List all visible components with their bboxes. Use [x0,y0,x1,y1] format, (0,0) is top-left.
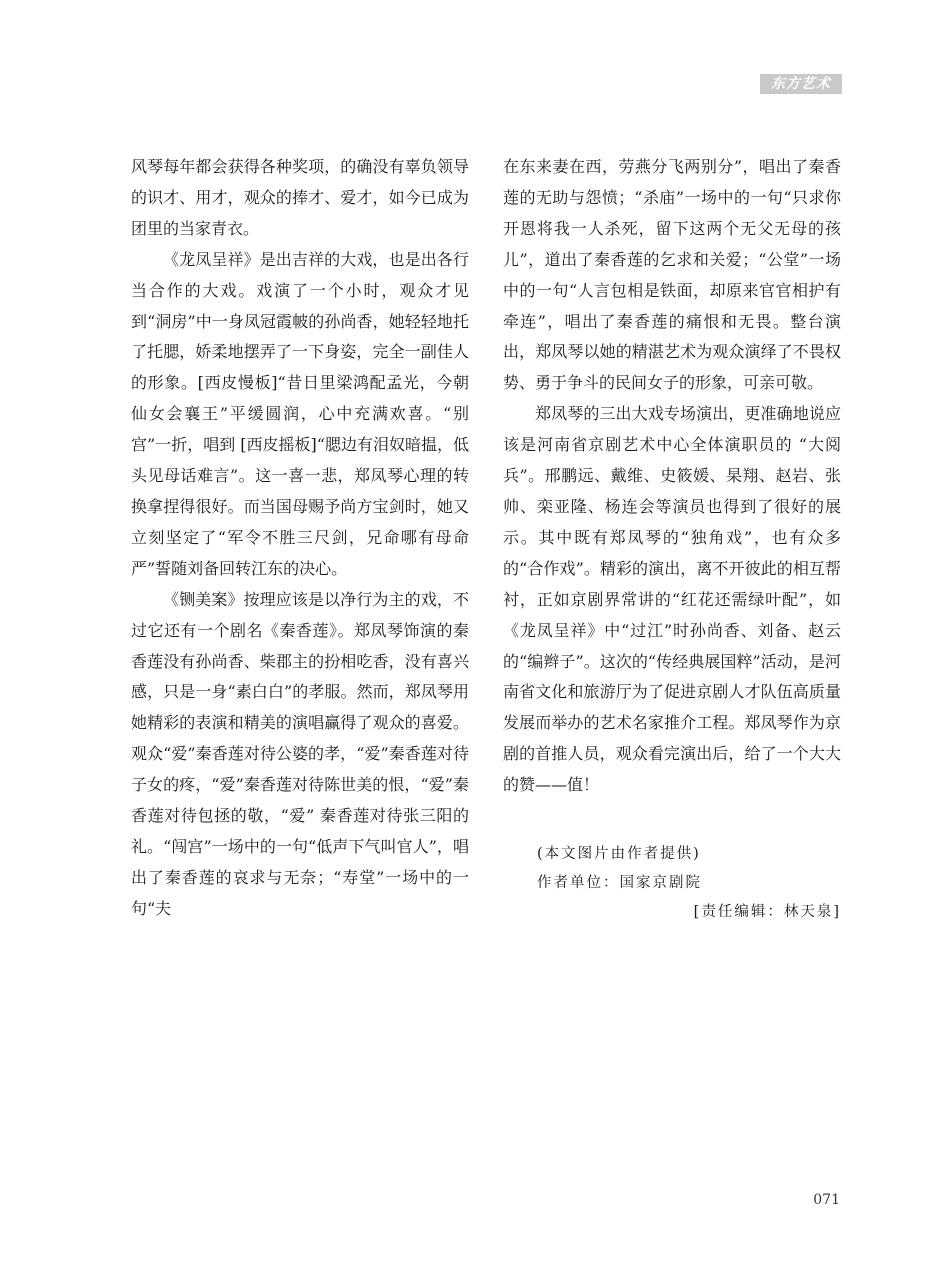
responsible-editor: [责任编辑：林天泉] [693,904,841,920]
body-paragraph: 在东来妻在西，劳燕分飞两别分”，唱出了秦香莲的无助与怨愤；“杀庙”一场中的一句“只求你开恩将我一人杀死，留下这两个无父无母的孩儿”，道出了秦香莲的乞求和关爱；“公堂”一场中的一句“人言包相是铁面，却原来官官相护有牵连”，唱出了秦香莲的痛恨和无畏。整台演出，郑凤琴以她的精湛艺术为观众演绎了不畏权势、勇于争斗的民间女子的形象，可亲可敬。 [503,157,841,393]
article-credits [503,840,841,927]
photo-credit: (本文图片由作者提供) [537,846,701,862]
body-paragraph: 《龙凤呈祥》是出吉祥的大戏，也是出各行当合作的大戏。戏演了一个小时，观众才见到“洞房”中一身凤冠霞帔的孙尚香，她轻轻地托了托腮，娇柔地摆弄了一下身姿，完全一副佳人的形象。[西皮慢板]“昔日里梁鸿配孟光，今朝仙女会襄王”平缓圆润，心中充满欢喜。“别宫”一折，唱到 [西皮摇板]“腮边有泪奴暗揾，低头见母话难言”。这一喜一悲，郑凤琴心理的转换拿捏得很好。而当国母赐予尚方宝剑时，她又立刻坚定了“军令不胜三尺剑，兄命哪有母命严”誓随刘备回转江东的决心。 [131,249,469,578]
body-paragraph: 郑凤琴的三出大戏专场演出，更准确地说应该是河南省京剧艺术中心全体演职员的 “大阅兵”。邢鹏远、戴维、史筱媛、杲翔、赵岩、张帅、栾亚隆、杨连会等演员也得到了很好的展示。其中既有郑凤琴的“独角戏”，也有众多的“合作戏”。精彩的演出，离不开彼此的相互帮衬，正如京剧界常讲的“红花还需绿叶配”，如《龙凤呈祥》中“过江”时孙尚香、刘备、赵云的“编辫子”。这次的“传经典展国粹”活动，是河南省文化和旅游厅为了促进京剧人才队伍高质量发展而举办的艺术名家推介工程。郑凤琴作为京剧的首推人员，观众看完演出后，给了一个大大的赞——值！ [503,404,841,795]
body-paragraph: 《铡美案》按理应该是以净行为主的戏，不过它还有一个剧名《秦香莲》。郑凤琴饰演的秦香莲没有孙尚香、柴郡主的扮相吃香，没有喜兴感，只是一身“素白白”的孝服。然而，郑凤琴用她精彩的表演和精美的演唱赢得了观众的喜爱。观众“爱”秦香莲对待公婆的孝，“爱”秦香莲对待子女的疼，“爱”秦香莲对待陈世美的恨，“爱”秦香莲对待包拯的敬，“爱” 秦香莲对待张三阳的礼。“闯宫”一场中的一句“低声下气叫官人”，唱出了秦香莲的哀求与无奈；“寿堂”一场中的一句“夫 [131,589,469,918]
right-text-column [503,152,841,801]
masthead-logo: 东方艺术 [760,74,842,94]
left-text-column [131,152,469,925]
page-number: 071 [813,1192,840,1208]
author-affiliation: 作者单位：国家京剧院 [537,875,702,891]
body-paragraph: 风琴每年都会获得各种奖项，的确没有辜负领导的识才、用才，观众的捧才、爱才，如今已成为团里的当家青衣。 [131,157,469,238]
